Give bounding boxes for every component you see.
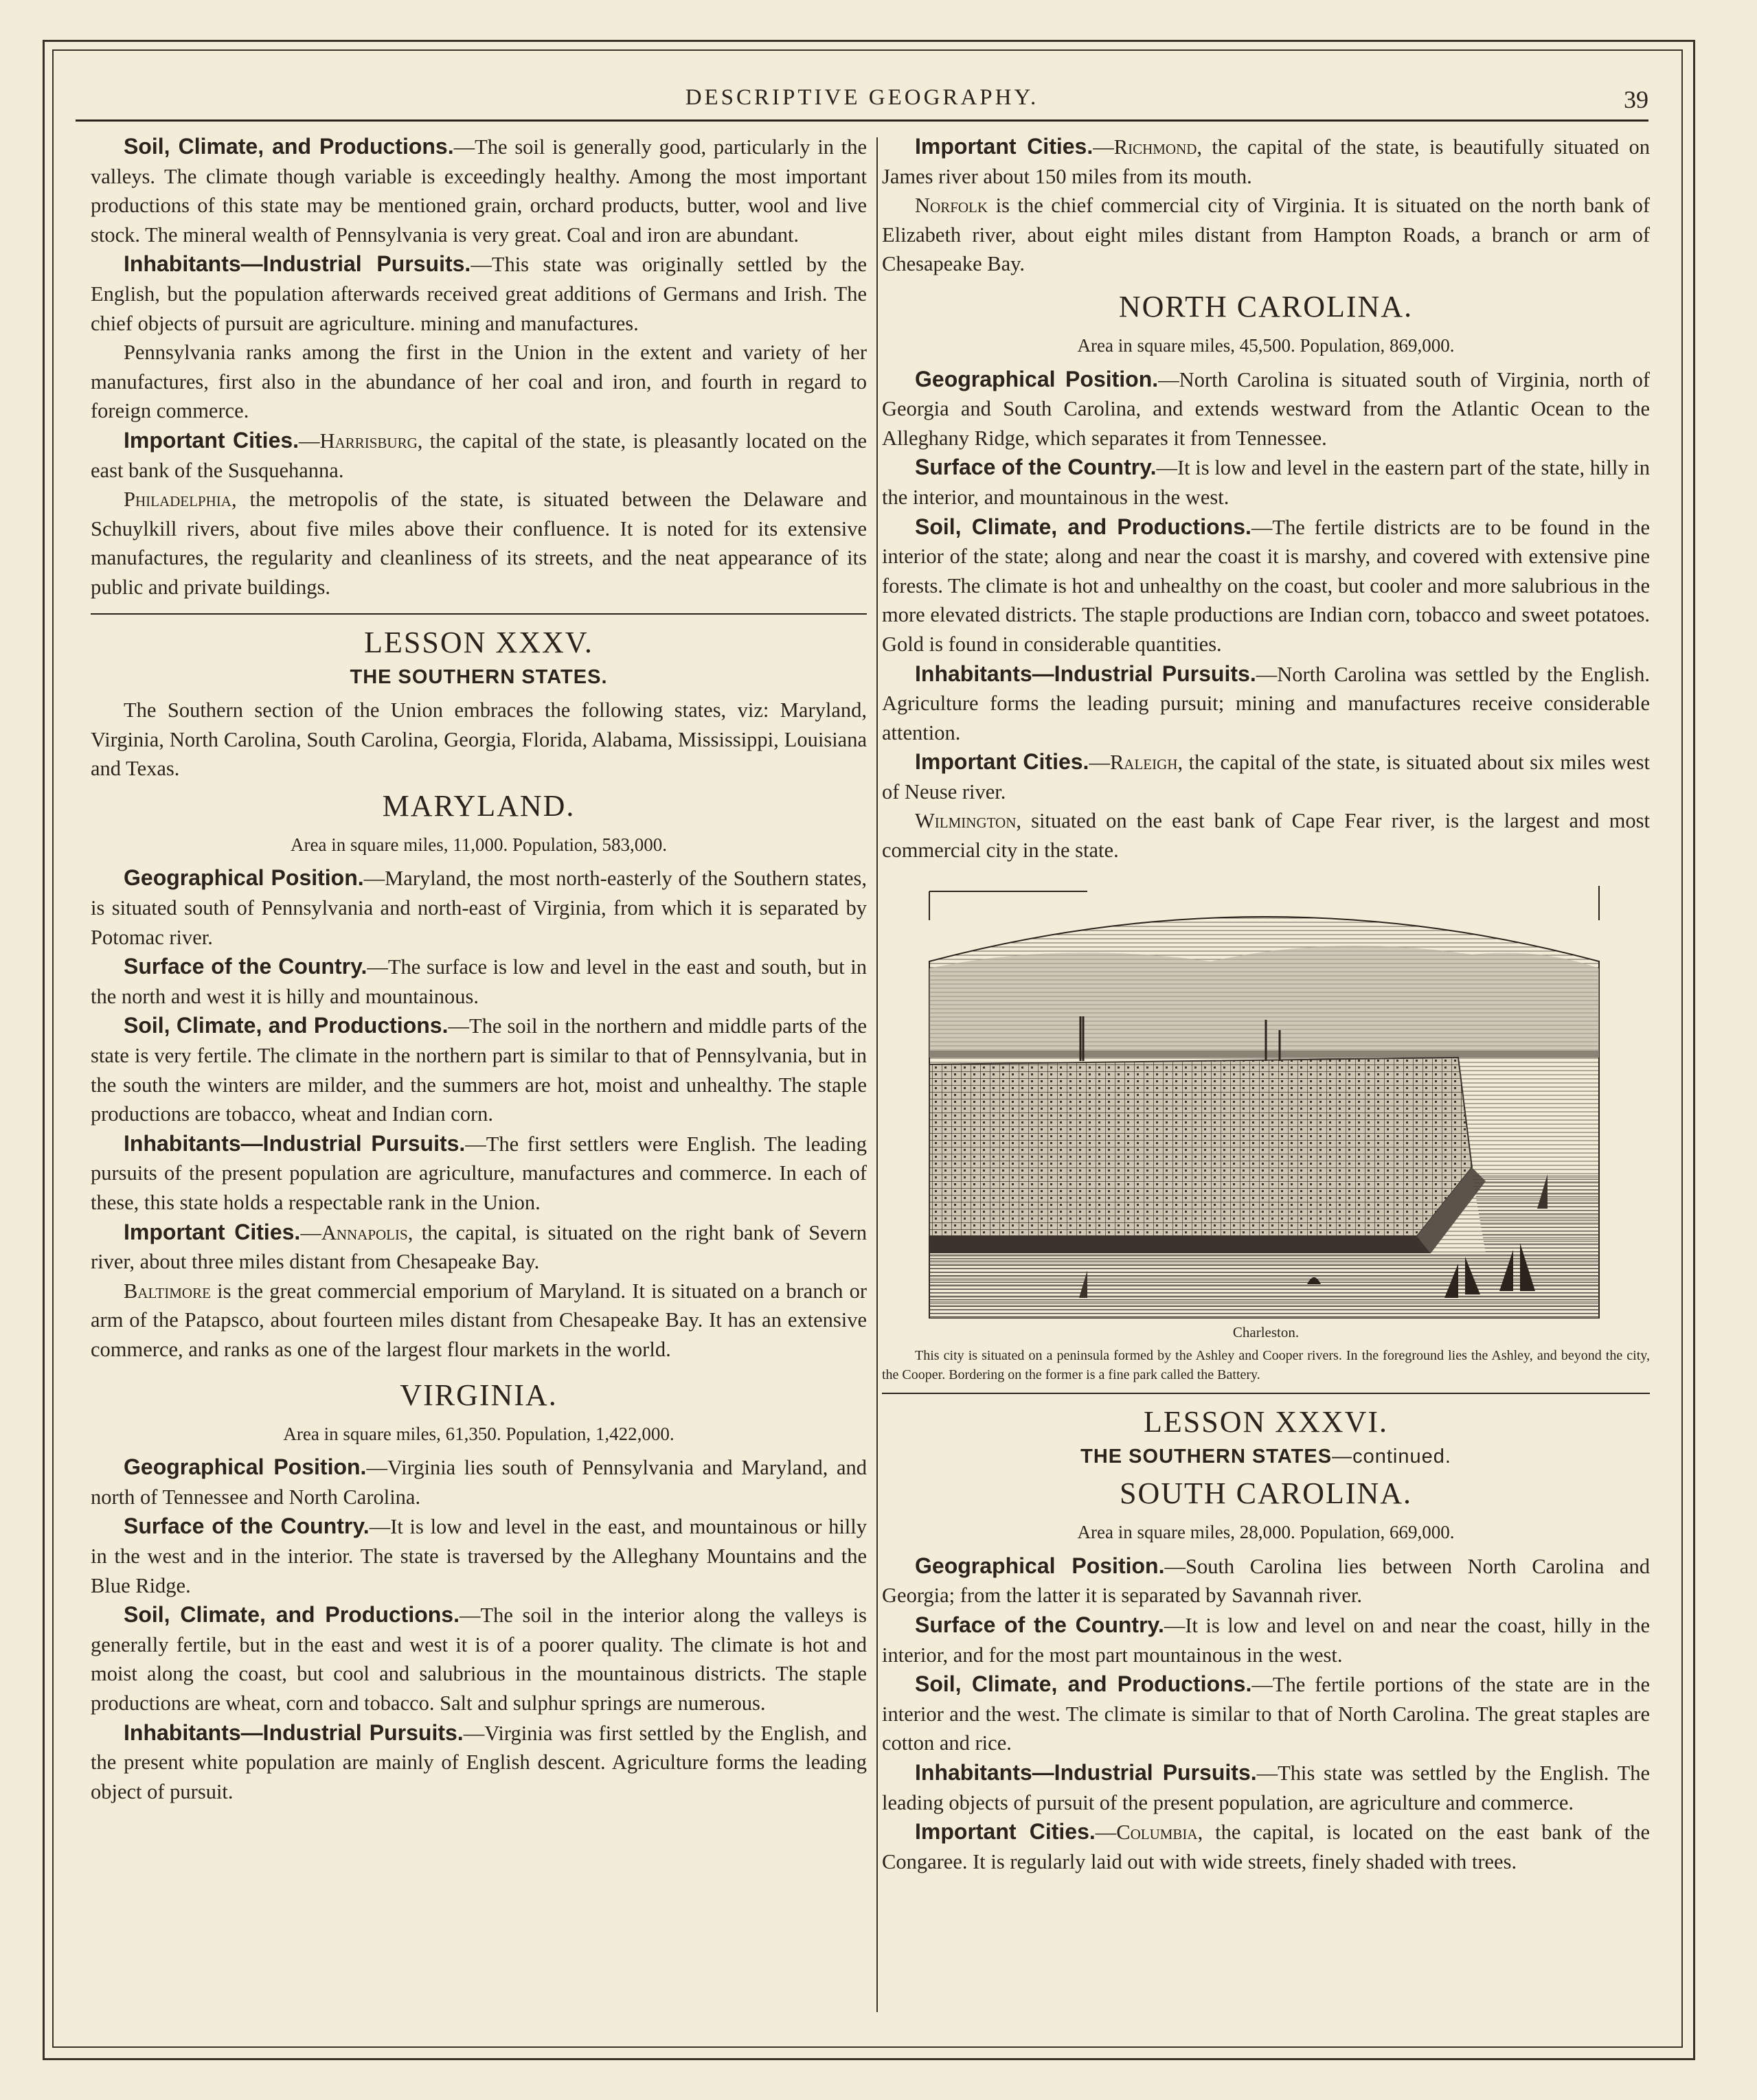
paragraph-text: is the chief commercial city of Virginia. It is situated on the north bank of Elizabeth river, about eight miles distant from Hampton Roads, a branch or arm of Chesapeake Bay. bbox=[882, 194, 1650, 276]
md-geo-paragraph bbox=[91, 863, 867, 952]
figure-title: Charleston. bbox=[1232, 1323, 1300, 1340]
paragraph-text: —South Carolina lies between North Carolina and Georgia; from the latter it is separated by Savannah river. bbox=[882, 1554, 1650, 1608]
pa-soil-paragraph bbox=[91, 132, 867, 249]
dash: — bbox=[1093, 135, 1114, 159]
city-name: Baltimore bbox=[124, 1279, 211, 1303]
running-header bbox=[76, 82, 1648, 122]
nc-inhabitants-paragraph bbox=[882, 659, 1650, 748]
paragraph-heading: Important Cities. bbox=[124, 427, 299, 453]
sc-geo-paragraph bbox=[882, 1551, 1650, 1610]
state-title-south-carolina: SOUTH CAROLINA. bbox=[1120, 1476, 1412, 1511]
nc-cities-paragraph bbox=[882, 747, 1650, 806]
paragraph-heading: Surface of the Country. bbox=[915, 455, 1157, 480]
pa-cities-paragraph bbox=[91, 426, 867, 485]
paragraph-text: —The fertile districts are to be found in the interior of the state; along and near the coast it is marshy, and covered with extensive pine forests. The climate is hot and unhealthy on the coast, but cooler and more salubrious in the more elevated districts. The staple productions are Indian corn, tobacco and sweet potatoes. Gold is found in considerable quantities. bbox=[882, 515, 1650, 656]
nc-geo-paragraph bbox=[882, 365, 1650, 453]
southern-intro-paragraph: The Southern section of the Union embraces the following states, viz: Maryland, Virginia, North Carolina, South Carolina, Georgia, Florida, Alabama, Mississippi, Louisiana and Texas. bbox=[91, 698, 867, 781]
md-surface-paragraph bbox=[91, 952, 867, 1011]
sc-cities-paragraph bbox=[882, 1817, 1650, 1876]
paragraph-text: —This state was settled by the English. The leading objects of pursuit of the present population, are agriculture and commerce. bbox=[882, 1761, 1650, 1814]
paragraph-heading: Geographical Position. bbox=[124, 1454, 367, 1480]
paragraph-heading: Surface of the Country. bbox=[124, 1514, 370, 1539]
pa-ranking-paragraph: Pennsylvania ranks among the first in the Union in the extent and variety of her manufactures, first also in the abundance of her coal and iron, and fourth in regard to foreign commerce. bbox=[91, 341, 867, 423]
paragraph-text: , the capital, is situated on the right bank of Severn river, about three miles distant from Chesapeake Bay. bbox=[91, 1220, 868, 1274]
paragraph-text: —The soil in the interior along the valleys is generally fertile, but in the east and west it is of a poorer quality. The climate is hot and moist along the coast, but cool and salubrious in the mountainous districts. The staple productions are wheat, corn and tobacco. Salt and sulphur springs are numerous. bbox=[91, 1603, 867, 1715]
paragraph-text: , the capital of the state, is beautifully situated on James river about 150 miles from its mouth. bbox=[882, 135, 1651, 188]
charleston-engraving bbox=[922, 879, 1609, 1319]
paragraph-text: , the metropolis of the state, is situated between the Delaware and Schuylkill rivers, about five miles above their confluence. It is noted for its extensive manufactures, the regularity and cleanliness of its streets, and the neat appearance of its public and private buildings. bbox=[91, 488, 867, 599]
lesson-subtitle bbox=[882, 1442, 1650, 1472]
state-area-maryland: Area in square miles, 11,000. Population, 583,000. bbox=[291, 834, 667, 855]
paragraph-heading: Inhabitants—Industrial Pursuits. bbox=[915, 1760, 1257, 1785]
dash: — bbox=[300, 1220, 321, 1244]
state-area-south-carolina: Area in square miles, 28,000. Population, 669,000. bbox=[1077, 1522, 1455, 1543]
pa-inhabitants-paragraph bbox=[91, 249, 867, 338]
city-name: Harrisburg bbox=[319, 429, 418, 453]
paragraph-text: —The fertile portions of the state are in the interior and the west. The climate is similar to that of North Carolina. The great staples are cotton and rice. bbox=[882, 1673, 1650, 1755]
state-title-north-carolina: NORTH CAROLINA. bbox=[1118, 289, 1414, 323]
md-inhabitants-paragraph bbox=[91, 1129, 867, 1218]
md-cities-paragraph bbox=[91, 1218, 867, 1277]
paragraph-text: —Maryland, the most north-easterly of the Southern states, is situated south of Pennsylvania and north-east of Virginia, from which it is separated by Potomac river. bbox=[91, 867, 868, 949]
paragraph-heading: Important Cities. bbox=[915, 1819, 1096, 1845]
paragraph-text: , the capital, is located on the east bank of the Congaree. It is regularly laid out with wide streets, finely shaded with trees. bbox=[882, 1821, 1650, 1873]
page-number: 39 bbox=[1624, 86, 1648, 113]
va-inhabitants-paragraph bbox=[91, 1718, 867, 1807]
paragraph-text: —This state was originally settled by the English, but the population afterwards received great additions of Germans and Irish. The chief objects of pursuit are agriculture. mining and manufactures. bbox=[91, 253, 868, 335]
paragraph-heading: Soil, Climate, and Productions. bbox=[915, 1671, 1252, 1697]
state-area-north-carolina: Area in square miles, 45,500. Population, 869,000. bbox=[1077, 334, 1455, 356]
dash: — bbox=[299, 429, 320, 453]
paragraph-text: —North Carolina was settled by the English. Agriculture forms the leading pursuit; mining and manufactures receive considerable attention. bbox=[882, 662, 1651, 744]
section-rule bbox=[91, 613, 867, 615]
paragraph-heading: Geographical Position. bbox=[915, 1553, 1165, 1578]
section-rule bbox=[882, 1393, 1650, 1394]
paragraph-heading: Geographical Position. bbox=[124, 865, 364, 891]
baltimore-paragraph bbox=[91, 1277, 867, 1365]
paragraph-text: is the great commercial emporium of Maryland. It is situated on a branch or arm of the Patapsco, about fourteen miles distant from Chesapeake Bay. It has an extensive commerce, and ranks as one of the largest flour markets in the world. bbox=[91, 1279, 867, 1361]
lesson-subtitle-continued: —continued. bbox=[1332, 1445, 1451, 1468]
va-surface-paragraph bbox=[91, 1511, 867, 1600]
paragraph-text: , the capital of the state, is situated about six miles west of Neuse river. bbox=[882, 751, 1651, 803]
paragraph-text: —It is low and level in the eastern part of the state, hilly in the interior, and mountainous in the west. bbox=[882, 456, 1650, 509]
paragraph-heading: Important Cities. bbox=[124, 1219, 301, 1244]
va-soil-paragraph bbox=[91, 1600, 867, 1717]
sc-soil-paragraph bbox=[882, 1669, 1650, 1758]
paragraph-heading: Important Cities. bbox=[915, 134, 1093, 159]
dash: — bbox=[1095, 1821, 1117, 1845]
norfolk-paragraph bbox=[882, 191, 1650, 279]
paragraph-text: —The first settlers were English. The leading pursuits of the present population are agriculture, manufactures and commerce. In each of these, this state holds a respectable rank in the Union. bbox=[91, 1132, 867, 1214]
lesson-subtitle-main: THE SOUTHERN STATES bbox=[1080, 1445, 1333, 1468]
city-name: Richmond bbox=[1113, 135, 1197, 159]
sc-inhabitants-paragraph bbox=[882, 1758, 1650, 1817]
city-name: Philadelphia bbox=[124, 488, 231, 512]
md-soil-paragraph bbox=[91, 1011, 867, 1128]
state-title-maryland: MARYLAND. bbox=[382, 788, 576, 823]
state-area-virginia: Area in square miles, 61,350. Population, 1,422,000. bbox=[283, 1423, 675, 1444]
right-column bbox=[882, 132, 1650, 1876]
state-title-virginia: VIRGINIA. bbox=[400, 1378, 558, 1412]
va-geo-paragraph bbox=[91, 1452, 867, 1511]
city-name: Raleigh bbox=[1109, 751, 1178, 775]
paragraph-text: —It is low and level in the east, and mountainous or hilly in the west and in the interior. The state is traversed by the Alleghany Mountains and the Blue Ridge. bbox=[91, 1515, 868, 1597]
paragraph-text: —The soil is generally good, particularly in the valleys. The climate though variable is exceedingly healthy. Among the most important productions of this state may be mentioned grain, orchard products, butter, wool and live stock. The mineral wealth of Pennsylvania is very great. Coal and iron are abundant. bbox=[91, 135, 868, 247]
va-cities-paragraph bbox=[882, 132, 1650, 191]
paragraph-heading: Inhabitants—Industrial Pursuits. bbox=[124, 251, 471, 277]
column-divider bbox=[876, 137, 878, 2012]
paragraph-text: —North Carolina is situated south of Virginia, north of Georgia and South Carolina, and extends westward from the Atlantic Ocean to the Alleghany Ridge, which separates it from Tennessee. bbox=[882, 367, 1650, 450]
city-name: Norfolk bbox=[915, 194, 988, 218]
nc-soil-paragraph bbox=[882, 512, 1650, 659]
lesson-title: LESSON XXXV. bbox=[364, 625, 593, 659]
city-name: Columbia bbox=[1116, 1821, 1198, 1845]
paragraph-heading: Inhabitants—Industrial Pursuits. bbox=[124, 1720, 464, 1745]
figure-caption: This city is situated on a peninsula formed by the Ashley and Cooper rivers. In the foreground lies the Ashley, and beyond the city, the Cooper. Bordering on the former is a fine park called the Battery. bbox=[882, 1347, 1650, 1382]
charleston-illustration bbox=[922, 879, 1609, 1319]
city-name: Annapolis bbox=[321, 1220, 408, 1244]
paragraph-text: —It is low and level on and near the coast, hilly in the interior, and for the most part mountainous in the west. bbox=[882, 1614, 1651, 1667]
paragraph-heading: Surface of the Country. bbox=[915, 1612, 1164, 1638]
paragraph-text: —Virginia lies south of Pennsylvania and Maryland, and north of Tennessee and North Carolina. bbox=[91, 1456, 868, 1509]
philadelphia-paragraph bbox=[91, 485, 867, 602]
paragraph-text: —The surface is low and level in the east and south, but in the north and west it is hilly and mountainous. bbox=[91, 955, 867, 1008]
paragraph-text: —The soil in the northern and middle parts of the state is very fertile. The climate in the northern part is similar to that of Pennsylvania, but in the south the winters are milder, and the summers are hot, moist and unhealthy. The staple productions are tobacco, wheat and Indian corn. bbox=[91, 1014, 868, 1126]
paragraph-text: —Virginia was first settled by the English, and the present white population are mainly of English descent. Agriculture forms the leading object of pursuit. bbox=[91, 1721, 868, 1803]
paragraph-heading: Soil, Climate, and Productions. bbox=[124, 1013, 449, 1038]
paragraph-text: , the capital of the state, is pleasantly located on the east bank of the Susquehanna. bbox=[91, 429, 867, 482]
lesson-subtitle: THE SOUTHERN STATES. bbox=[350, 665, 608, 688]
paragraph-heading: Geographical Position. bbox=[915, 366, 1159, 391]
running-title: DESCRIPTIVE GEOGRAPHY. bbox=[685, 85, 1039, 110]
paragraph-text: , situated on the east bank of Cape Fear river, is the largest and most commercial city in the state. bbox=[882, 809, 1650, 863]
paragraph-heading: Inhabitants—Industrial Pursuits. bbox=[915, 661, 1256, 686]
paragraph-heading: Soil, Climate, and Productions. bbox=[124, 134, 454, 159]
sc-surface-paragraph bbox=[882, 1610, 1650, 1669]
paragraph-heading: Soil, Climate, and Productions. bbox=[124, 1602, 460, 1628]
paragraph-heading: Important Cities. bbox=[915, 749, 1089, 775]
wilmington-paragraph bbox=[882, 806, 1650, 865]
paragraph-heading: Soil, Climate, and Productions. bbox=[915, 514, 1251, 539]
left-column bbox=[91, 132, 867, 1806]
paragraph-heading: Inhabitants—Industrial Pursuits. bbox=[124, 1130, 466, 1156]
nc-surface-paragraph bbox=[882, 453, 1650, 512]
city-name: Wilmington bbox=[915, 809, 1017, 833]
dash: — bbox=[1089, 751, 1110, 775]
lesson-title: LESSON XXXVI. bbox=[1144, 1404, 1388, 1439]
paragraph-heading: Surface of the Country. bbox=[124, 954, 367, 979]
